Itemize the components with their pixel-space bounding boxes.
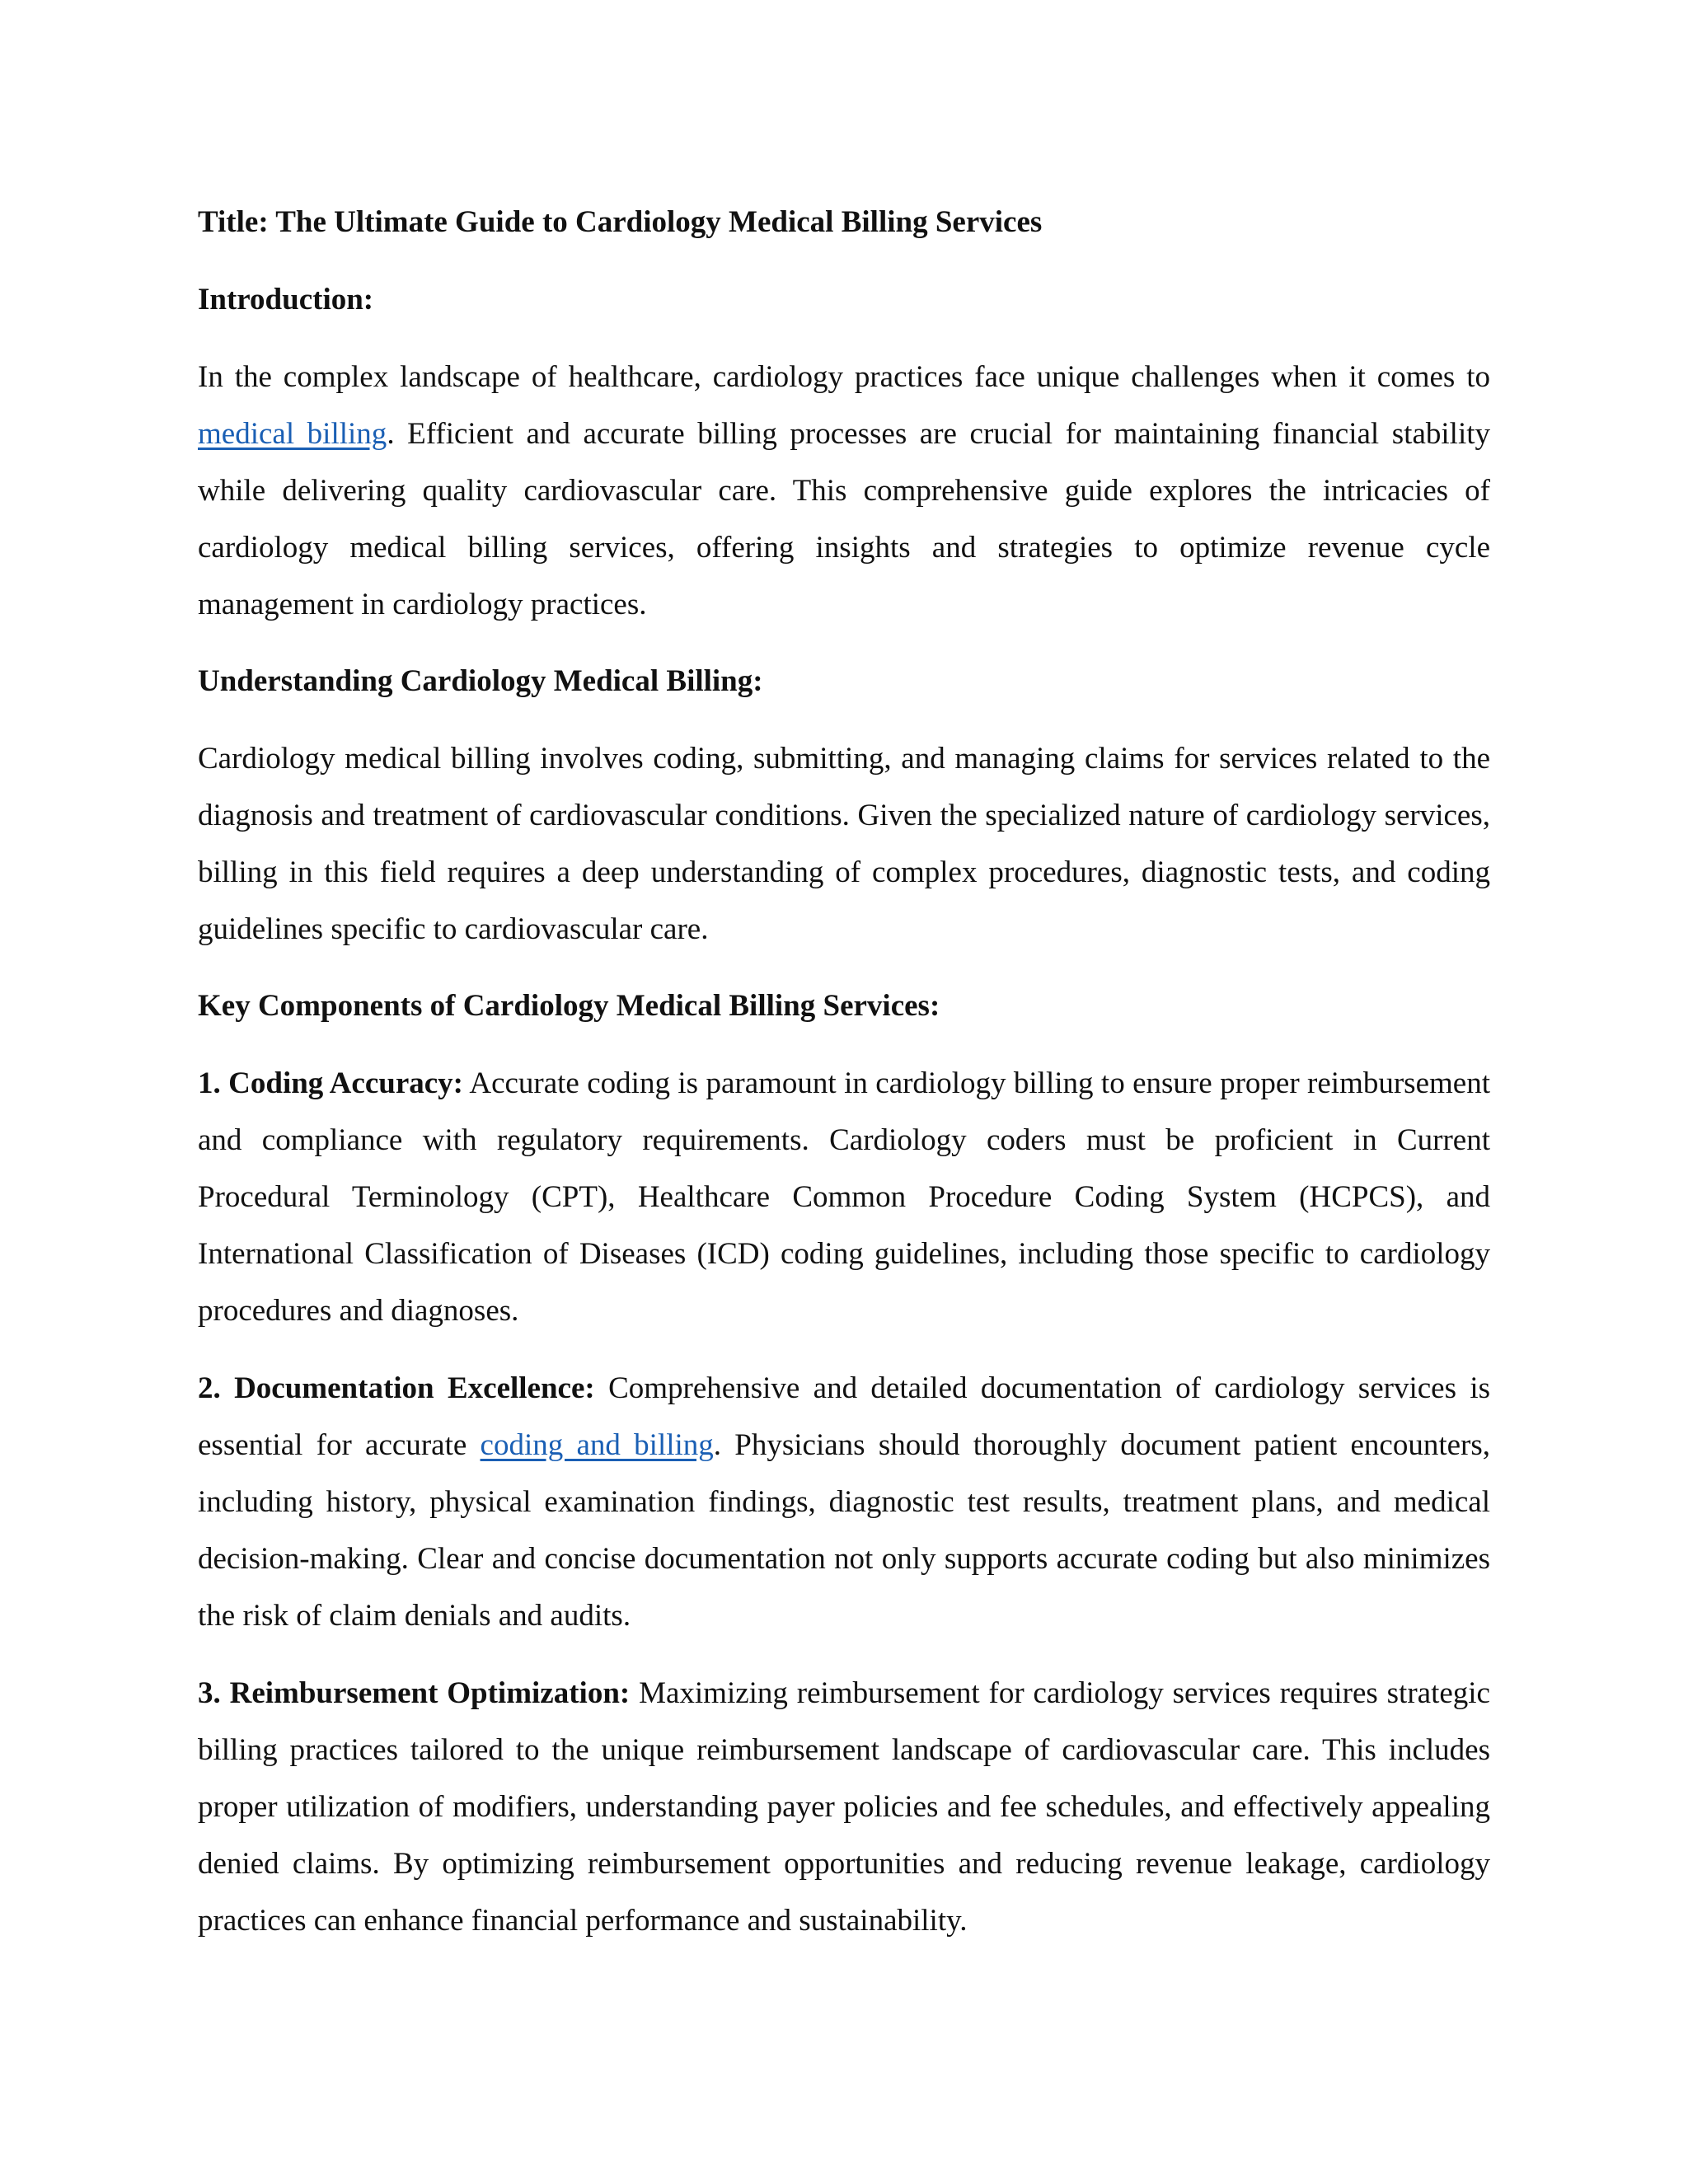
coding-and-billing-link[interactable]: coding and billing [480,1428,714,1462]
intro-text-start: In the complex landscape of healthcare, cardiology practices face unique challenges when it comes to [198,360,1490,394]
key-components-heading: Key Components of Cardiology Medical Billing Services: [198,989,940,1023]
document-page [198,194,1490,1970]
reimbursement-optimization-paragraph [198,1665,1490,1949]
documentation-text-start: Comprehensive and detailed documentation of cardiology services is essential for accurate [198,1371,1490,1462]
introduction-paragraph [198,349,1490,633]
understanding-heading: Understanding Cardiology Medical Billing: [198,664,763,698]
reimbursement-optimization-label: 3. Reimbursement Optimization: [198,1676,631,1710]
documentation-excellence-label: 2. Documentation Excellence: [198,1371,595,1405]
medical-billing-link[interactable]: medical billing [198,417,387,451]
reimbursement-optimization-text: Maximizing reimbursement for cardiology services requires strategic billing practices tailored to the unique reimbursement landscape of cardiovascular care. This includes proper utilization of modifiers, understanding payer policies and fee schedules, and effectively appealing denied claims. By optimizing reimbursement opportunities and reducing revenue leakage, cardiology practices can enhance financial performance and sustainability. [198,1676,1490,1938]
documentation-excellence-paragraph [198,1360,1490,1644]
coding-accuracy-paragraph [198,1055,1490,1339]
documentation-text-end: . Physicians should thoroughly document patient encounters, including history, physical examination findings, diagnostic test results, treatment plans, and medical decision-making. Clear and concise documentation not only supports accurate coding but also minimizes the risk of claim denials and audits. [198,1428,1490,1633]
understanding-paragraph: Cardiology medical billing involves coding, submitting, and managing claims for services related to the diagnosis and treatment of cardiovascular conditions. Given the specialized nature of cardiology services, billing in this field requires a deep understanding of complex procedures, diagnostic tests, and coding guidelines specific to cardiovascular care. [198,742,1490,946]
document-title: Title: The Ultimate Guide to Cardiology Medical Billing Services [198,205,1043,239]
introduction-heading: Introduction: [198,283,374,316]
intro-text-end: . Efficient and accurate billing processes are crucial for maintaining financial stability while delivering quality cardiovascular care. This comprehensive guide explores the intricacies of cardiology medical billing services, offering insights and strategies to optimize revenue cycle management in cardiology practices. [198,417,1490,621]
coding-accuracy-text: Accurate coding is paramount in cardiology billing to ensure proper reimbursement and compliance with regulatory requirements. Cardiology coders must be proficient in Current Procedural Terminology (CPT), Healthcare Common Procedure Coding System (HCPCS), and International Classification of Diseases (ICD) coding guidelines, including those specific to cardiology procedures and diagnoses. [198,1066,1490,1328]
coding-accuracy-label: 1. Coding Accuracy: [198,1066,463,1100]
